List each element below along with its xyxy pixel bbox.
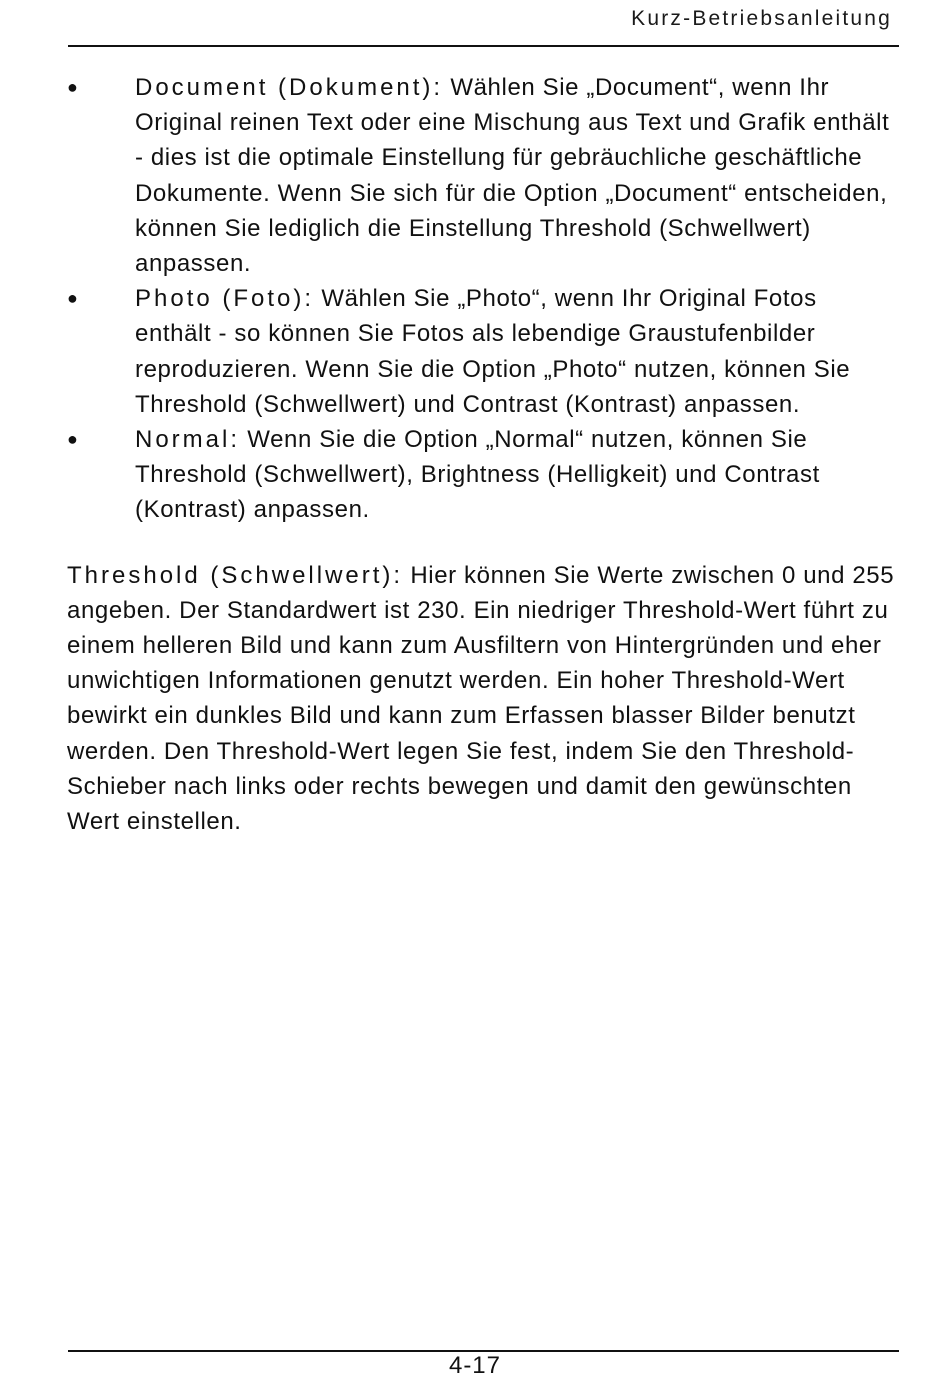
- page-number: 4-17: [448, 1352, 502, 1379]
- bullet-icon: ●: [67, 77, 79, 97]
- description-photo: Wählen Sie „Photo“, wenn Ihr Original Fotos enthält - so können Sie Fotos als lebendige Graustufenbilder reproduzieren. Wenn Sie die Option „Photo“ nutzen, können Sie Threshold (Schwellwert) und Contrast (Kontrast) anpassen.: [135, 285, 851, 418]
- bullet-icon: ●: [67, 288, 79, 309]
- page-body: [67, 70, 897, 839]
- list-item-document: [67, 70, 897, 281]
- list-item-photo: [67, 281, 897, 422]
- running-header: Kurz-Betriebsanleitung: [631, 7, 892, 30]
- mode-option-list: [67, 70, 897, 528]
- description-document: Wählen Sie „Document“, wenn Ihr Original reinen Text oder eine Mischung aus Text und Grafik enthält - dies ist die optimale Einstellung für gebräuchliche geschäftliche Dokumente. Wenn Sie sich für die Option „Document“ entscheiden, können Sie lediglich die Einstellung Threshold (Schwellwert) anpassen.: [135, 74, 890, 278]
- description-normal: Wenn Sie die Option „Normal“ nutzen, können Sie Threshold (Schwellwert), Brightness (Helligkeit) und Contrast (Kontrast) anpassen.: [135, 426, 820, 524]
- description-threshold: Hier können Sie Werte zwischen 0 und 255 angeben. Der Standardwert ist 230. Ein niedriger Threshold-Wert führt zu einem helleren Bild und kann zum Ausfiltern von Hintergründen und eher unwichtigen Informationen genutzt werden. Ein hoher Threshold-Wert bewirkt ein dunkles Bild und kann zum Erfassen blasser Bilder benutzt werden. Den Threshold-Wert legen Sie fest, indem Sie den Threshold-Schieber nach links oder rechts bewegen und damit den gewünschten Wert einstellen.: [67, 561, 895, 836]
- term-document: Document (Dokument):: [135, 74, 444, 101]
- bullet-icon: ●: [67, 429, 79, 450]
- term-threshold: Threshold (Schwellwert):: [67, 561, 404, 589]
- threshold-paragraph: [67, 558, 897, 840]
- term-normal: Normal:: [135, 426, 241, 454]
- term-photo: Photo (Foto):: [135, 285, 315, 313]
- list-item-normal: [67, 422, 897, 528]
- header-rule: [68, 45, 899, 47]
